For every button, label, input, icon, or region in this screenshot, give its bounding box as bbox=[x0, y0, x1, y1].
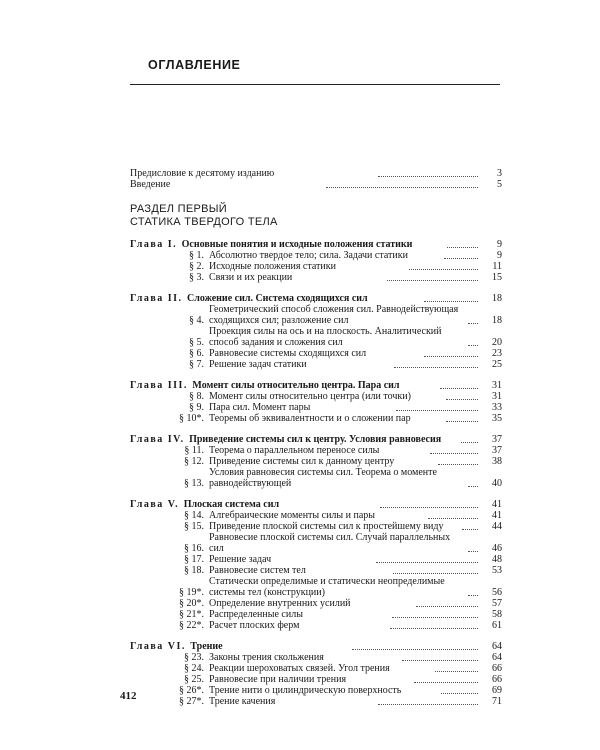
section-number: § 19*. bbox=[179, 587, 204, 598]
section-number: § 13. bbox=[184, 478, 204, 489]
section-number: § 14. bbox=[184, 510, 204, 521]
section-page: 66 bbox=[492, 663, 503, 674]
chapter-title: Трение bbox=[190, 641, 223, 652]
toc-section[interactable] bbox=[174, 456, 502, 467]
section-title: Законы трения скольжения bbox=[209, 652, 324, 663]
section-list bbox=[174, 304, 502, 370]
dot-leader bbox=[468, 345, 478, 346]
section-title: Геометрический способ сложения сил. Равнодействующая сходящихся сил; разложение сил bbox=[209, 304, 459, 326]
dot-leader bbox=[440, 388, 478, 389]
section-title: Условия равновесия системы сил. Теорема о моменте равнодействующей bbox=[209, 467, 437, 489]
chapter-title: Момент силы относительно центра. Пара сил bbox=[192, 380, 400, 391]
dot-leader bbox=[392, 617, 478, 618]
toc-section[interactable] bbox=[174, 674, 502, 685]
toc-section[interactable] bbox=[174, 565, 502, 576]
toc-section[interactable] bbox=[174, 445, 502, 456]
section-number: § 5. bbox=[189, 337, 204, 348]
toc-section[interactable] bbox=[174, 402, 502, 413]
section-page: 23 bbox=[492, 348, 502, 359]
toc-chapter-4[interactable] bbox=[130, 434, 502, 445]
section-number: § 7. bbox=[189, 359, 204, 370]
dot-leader bbox=[380, 507, 478, 508]
dot-leader bbox=[414, 682, 478, 683]
chapter-label: Глава VI. bbox=[130, 641, 186, 652]
chapter-page: 41 bbox=[492, 499, 503, 510]
dot-leader bbox=[402, 660, 478, 661]
section-page: 41 bbox=[492, 510, 503, 521]
dot-leader bbox=[446, 399, 478, 400]
section-title: Определение внутренних усилий bbox=[209, 598, 351, 609]
section-number: § 9. bbox=[189, 402, 204, 413]
chapter-title: Основные понятия и исходные положения статики bbox=[181, 239, 413, 250]
section-number: § 11. bbox=[184, 445, 204, 456]
dot-leader bbox=[396, 410, 478, 411]
section-page: 57 bbox=[492, 598, 502, 609]
section-title: Приведение плоской системы сил к простейшему виду bbox=[209, 521, 444, 532]
section-list bbox=[174, 510, 502, 631]
dot-leader bbox=[468, 486, 478, 487]
toc-chapter-6[interactable] bbox=[130, 641, 502, 652]
entry-page: 3 bbox=[497, 168, 502, 179]
section-number: § 18. bbox=[184, 565, 204, 576]
section-number: § 25. bbox=[184, 674, 204, 685]
toc-section[interactable] bbox=[174, 348, 502, 359]
section-number: § 17. bbox=[184, 554, 204, 565]
section-page: 40 bbox=[492, 478, 502, 489]
section-page: 64 bbox=[492, 652, 502, 663]
section-page: 31 bbox=[492, 391, 502, 402]
dot-leader bbox=[424, 301, 478, 302]
section-title: Проекция силы на ось и на плоскость. Аналитический способ задания и сложения сил bbox=[209, 326, 442, 348]
entry-title: Введение bbox=[130, 179, 171, 190]
section-title: Приведение системы сил к данному центру bbox=[209, 456, 395, 467]
section-number: § 21*. bbox=[179, 609, 204, 620]
section-number: § 23. bbox=[184, 652, 204, 663]
section-title: Равновесие при наличии трения bbox=[209, 674, 347, 685]
toc-section[interactable] bbox=[174, 554, 502, 565]
chapter-page: 9 bbox=[497, 239, 503, 250]
table-of-contents bbox=[130, 168, 502, 707]
section-number: § 20*. bbox=[179, 598, 204, 609]
chapter-page: 37 bbox=[492, 434, 503, 445]
section-page: 46 bbox=[492, 543, 502, 554]
toc-chapter-2[interactable] bbox=[130, 293, 502, 304]
toc-section[interactable] bbox=[174, 304, 502, 326]
section-number: § 8. bbox=[189, 391, 204, 402]
dot-leader bbox=[416, 606, 478, 607]
page-heading: ОГЛАВЛЕНИЕ bbox=[148, 58, 241, 72]
chapter-label: Глава IV. bbox=[130, 434, 185, 445]
dot-leader bbox=[393, 573, 478, 574]
chapter-label: Глава I. bbox=[130, 239, 178, 250]
chapter-title: Сложение сил. Система сходящихся сил bbox=[187, 293, 368, 304]
chapter-title: Приведение системы сил к центру. Условия равновесия bbox=[189, 434, 442, 445]
toc-section[interactable] bbox=[174, 467, 502, 489]
dot-leader bbox=[444, 258, 478, 259]
chapter-title: Плоская система сил bbox=[183, 499, 280, 510]
section-page: 20 bbox=[492, 337, 502, 348]
dot-leader bbox=[438, 464, 478, 465]
section-title: Теорема о параллельном переносе силы bbox=[209, 445, 380, 456]
part-title: СТАТИКА ТВЕРДОГО ТЕЛА bbox=[130, 216, 278, 228]
section-page: 53 bbox=[492, 565, 503, 576]
section-number: § 3. bbox=[189, 272, 204, 283]
dot-leader bbox=[424, 356, 478, 357]
section-page: 9 bbox=[497, 250, 503, 261]
section-page: 11 bbox=[492, 261, 503, 272]
dot-leader bbox=[378, 704, 478, 705]
dot-leader bbox=[446, 421, 478, 422]
section-page: 35 bbox=[492, 413, 502, 424]
dot-leader bbox=[394, 367, 478, 368]
section-page: 25 bbox=[492, 359, 503, 370]
toc-section[interactable] bbox=[174, 272, 502, 283]
dot-leader bbox=[461, 442, 478, 443]
chapter-label: Глава III. bbox=[130, 380, 188, 391]
dot-leader bbox=[441, 693, 478, 694]
section-number: § 12. bbox=[184, 456, 204, 467]
chapter-page: 64 bbox=[492, 641, 502, 652]
chapter-label: Глава V. bbox=[130, 499, 180, 510]
section-page: 58 bbox=[492, 609, 503, 620]
toc-entry-preface[interactable] bbox=[130, 168, 502, 179]
section-page: 66 bbox=[492, 674, 503, 685]
toc-section[interactable] bbox=[174, 391, 502, 402]
section-title: Равновесие плоской системы сил. Случай параллельных сил bbox=[209, 532, 451, 554]
toc-section[interactable] bbox=[174, 663, 502, 674]
entry-page: 5 bbox=[497, 179, 502, 190]
section-title: Равновесие системы сходящихся сил bbox=[209, 348, 367, 359]
chapter-label: Глава II. bbox=[130, 293, 183, 304]
section-number: § 4. bbox=[189, 315, 204, 326]
dot-leader bbox=[376, 562, 478, 563]
section-title: Распределенные силы bbox=[209, 609, 303, 620]
section-number: § 22*. bbox=[179, 620, 204, 631]
heading-rule bbox=[130, 84, 500, 85]
toc-section[interactable] bbox=[174, 576, 502, 598]
dot-leader bbox=[352, 649, 478, 650]
section-page: 33 bbox=[492, 402, 503, 413]
section-number: § 1. bbox=[189, 250, 204, 261]
section-title: Пара сил. Момент пары bbox=[209, 402, 311, 413]
section-list bbox=[174, 250, 502, 283]
dot-leader bbox=[430, 453, 478, 454]
section-title: Решение задач статики bbox=[209, 359, 307, 370]
section-number: § 6. bbox=[189, 348, 204, 359]
toc-section[interactable] bbox=[174, 532, 502, 554]
toc-chapter-3[interactable] bbox=[130, 380, 502, 391]
section-title: Связи и их реакции bbox=[209, 272, 293, 283]
toc-section[interactable] bbox=[174, 609, 502, 620]
dot-leader bbox=[468, 595, 478, 596]
chapter-list bbox=[130, 239, 502, 707]
toc-section[interactable] bbox=[174, 326, 502, 348]
section-title: Момент силы относительно центра (или точки) bbox=[209, 391, 411, 402]
dot-leader bbox=[409, 269, 479, 270]
part-heading bbox=[130, 203, 502, 229]
toc-chapter-1[interactable] bbox=[130, 239, 502, 250]
section-title: Решение задач bbox=[209, 554, 272, 565]
section-title: Алгебраические моменты силы и пары bbox=[209, 510, 376, 521]
section-title: Теоремы об эквивалентности и о сложении пар bbox=[209, 413, 411, 424]
section-title: Абсолютно твердое тело; сила. Задачи статики bbox=[209, 250, 408, 261]
section-list bbox=[174, 445, 502, 489]
dot-leader bbox=[435, 671, 478, 672]
toc-section[interactable] bbox=[174, 359, 502, 370]
dot-leader bbox=[462, 529, 478, 530]
toc-section[interactable] bbox=[174, 413, 502, 424]
dot-leader bbox=[447, 247, 478, 248]
toc-chapter-5[interactable] bbox=[130, 499, 502, 510]
section-title: Расчет плоских ферм bbox=[209, 620, 300, 631]
chapter-page: 18 bbox=[492, 293, 502, 304]
section-page: 18 bbox=[492, 315, 502, 326]
dot-leader bbox=[378, 176, 478, 177]
dot-leader bbox=[428, 518, 478, 519]
toc-section[interactable] bbox=[174, 620, 502, 631]
dot-leader bbox=[387, 280, 478, 281]
section-list bbox=[174, 391, 502, 424]
section-page: 37 bbox=[492, 445, 502, 456]
section-number: § 16. bbox=[184, 543, 204, 554]
dot-leader bbox=[468, 323, 478, 324]
part-number: РАЗДЕЛ ПЕРВЫЙ bbox=[130, 203, 227, 215]
toc-section[interactable] bbox=[174, 261, 502, 272]
section-page: 15 bbox=[492, 272, 502, 283]
toc-section[interactable] bbox=[174, 510, 502, 521]
section-page: 38 bbox=[492, 456, 502, 467]
section-title: Трение нити о цилиндрическую поверхность bbox=[209, 685, 402, 696]
section-page: 61 bbox=[492, 620, 503, 631]
page-number: 412 bbox=[120, 690, 137, 702]
toc-section[interactable] bbox=[174, 652, 502, 663]
toc-section[interactable] bbox=[174, 521, 502, 532]
section-title: Трение качения bbox=[209, 696, 276, 707]
dot-leader bbox=[326, 187, 478, 188]
entry-title: Предисловие к десятому изданию bbox=[130, 168, 275, 179]
section-number: § 27*. bbox=[179, 696, 204, 707]
toc-section[interactable] bbox=[174, 250, 502, 261]
section-number: § 2. bbox=[189, 261, 204, 272]
toc-section[interactable] bbox=[174, 598, 502, 609]
section-title: Равновесие систем тел bbox=[209, 565, 306, 576]
section-number: § 26*. bbox=[179, 685, 204, 696]
section-number: § 15. bbox=[184, 521, 204, 532]
toc-section[interactable] bbox=[174, 685, 502, 696]
toc-entry-introduction[interactable] bbox=[130, 179, 502, 190]
section-title: Исходные положения статики bbox=[209, 261, 336, 272]
section-page: 71 bbox=[492, 696, 503, 707]
dot-leader bbox=[390, 628, 478, 629]
section-page: 69 bbox=[492, 685, 502, 696]
section-number: § 10*. bbox=[179, 413, 204, 424]
chapter-page: 31 bbox=[492, 380, 503, 391]
dot-leader bbox=[468, 551, 478, 552]
section-page: 48 bbox=[492, 554, 503, 565]
section-page: 56 bbox=[492, 587, 502, 598]
toc-section[interactable] bbox=[174, 696, 502, 707]
section-title: Реакции шероховатых связей. Угол трения bbox=[209, 663, 390, 674]
section-title: Статически определимые и статически неопределимые системы тел (конструкции) bbox=[209, 576, 445, 598]
section-page: 44 bbox=[492, 521, 502, 532]
section-number: § 24. bbox=[184, 663, 204, 674]
section-list bbox=[174, 652, 502, 707]
